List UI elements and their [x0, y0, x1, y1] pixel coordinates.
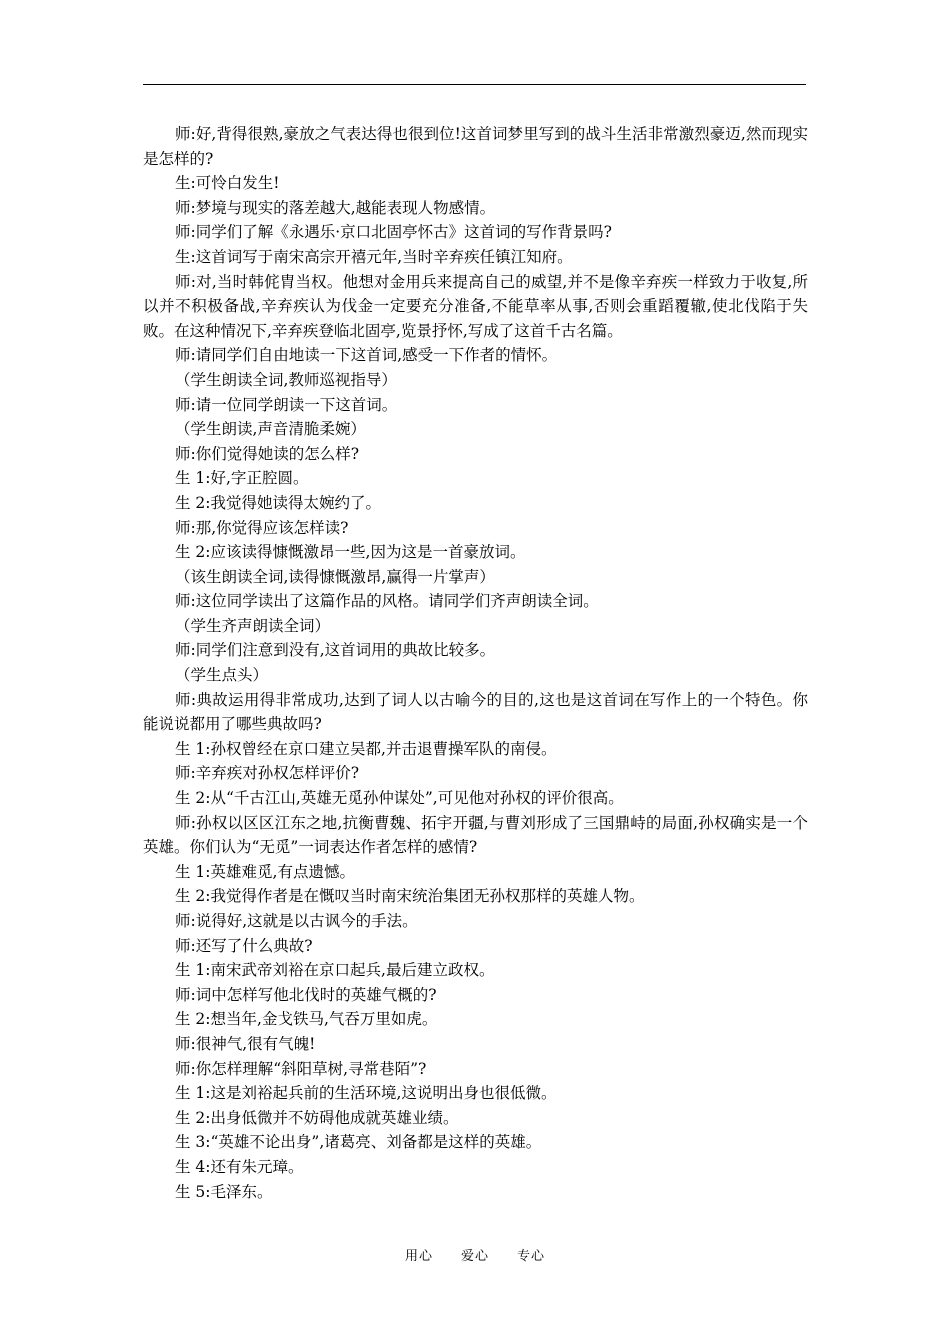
paragraph: 师:同学们了解《永遇乐·京口北固亭怀古》这首词的写作背景吗? — [175, 223, 612, 242]
page-footer: 用心 爱心 专心 — [404, 1249, 545, 1264]
stage-direction: （该生朗读全词,读得慷慨激昂,赢得一片掌声） — [175, 567, 495, 586]
paragraph: 师:很神气,很有气魄! — [175, 1034, 316, 1053]
paragraph: 师:你们觉得她读的怎么样? — [175, 444, 360, 463]
paragraph: 生 1:孙权曾经在京口建立吴都,并击退曹操军队的南侵。 — [175, 739, 557, 758]
paragraph: 生 5:毛泽东。 — [175, 1182, 273, 1201]
paragraph: 生 4:还有朱元璋。 — [175, 1157, 304, 1176]
paragraph: 生:这首词写于南宋高宗开禧元年,当时辛弃疾任镇江知府。 — [175, 247, 573, 266]
paragraph: 师:词中怎样写他北伐时的英雄气概的? — [175, 985, 437, 1004]
document-body — [143, 122, 808, 1204]
paragraph: 师:同学们注意到没有,这首词用的典故比较多。 — [175, 641, 496, 660]
paragraph: 师:孙权以区区江东之地,抗衡曹魏、拓宇开疆,与曹刘形成了三国鼎峙的局面,孙权确实是一个英雄。你们认为“无觅”一词表达作者怎样的感情? — [143, 813, 808, 857]
paragraph: 生 2:我觉得作者是在慨叹当时南宋统治集团无孙权那样的英雄人物。 — [175, 887, 645, 906]
paragraph: 师:你怎样理解“斜阳草树,寻常巷陌”? — [175, 1059, 427, 1078]
paragraph: 师:还写了什么典故? — [175, 936, 313, 955]
stage-direction: （学生点头） — [175, 666, 269, 685]
stage-direction: （学生朗读,声音清脆柔婉） — [175, 420, 366, 439]
paragraph: 生:可怜白发生! — [175, 174, 280, 193]
paragraph: 生 1:英雄难觅,有点遗憾。 — [175, 862, 355, 881]
stage-direction: （学生齐声朗读全词） — [175, 616, 331, 635]
paragraph: 生 2:从“千古江山,英雄无觅孙仲谋处”,可见他对孙权的评价很高。 — [175, 789, 624, 808]
paragraph: 师:说得好,这就是以古讽今的手法。 — [175, 912, 418, 930]
paragraph: 生 2:出身低微并不妨碍他成就英雄业绩。 — [175, 1108, 459, 1127]
paragraph: 师:这位同学读出了这篇作品的风格。请同学们齐声朗读全词。 — [175, 592, 599, 611]
paragraph: 师:好,背得很熟,豪放之气表达得也很到位!这首词梦里写到的战斗生活非常激烈豪迈,然而现实是怎样的? — [143, 125, 808, 168]
header-rule — [143, 84, 806, 85]
paragraph: 生 2:想当年,金戈铁马,气吞万里如虎。 — [175, 1010, 438, 1029]
paragraph: 生 2:我觉得她读得太婉约了。 — [175, 493, 382, 512]
paragraph: 生 1:这是刘裕起兵前的生活环境,这说明出身也很低微。 — [175, 1084, 557, 1103]
paragraph: 师:典故运用得非常成功,达到了词人以古喻今的目的,这也是这首词在写作上的一个特色。你能说说都用了哪些典故吗? — [143, 690, 808, 734]
paragraph: 师:请一位同学朗读一下这首词。 — [175, 395, 398, 414]
paragraph: 生 2:应该读得慷慨激昂一些,因为这是一首豪放词。 — [175, 543, 526, 562]
paragraph: 师:梦境与现实的落差越大,越能表现人物感情。 — [175, 198, 496, 217]
paragraph: 师:辛弃疾对孙权怎样评价? — [175, 764, 360, 783]
stage-direction: （学生朗读全词,教师巡视指导） — [175, 370, 397, 389]
paragraph: 师:那,你觉得应该怎样读? — [175, 518, 349, 537]
paragraph: 师:对,当时韩侂胄当权。他想对金用兵来提高自己的威望,并不是像辛弃疾一样致力于收复,所以并不积极备战,辛弃疾认为伐金一定要充分准备,不能草率从事,否则会重蹈覆辙,使北伐陷于失败。在这种情况下,辛弃疾登临北固亭,览景抒怀,写成了这首千古名篇。 — [143, 272, 808, 340]
paragraph: 生 1:好,字正腔圆。 — [175, 469, 309, 488]
paragraph: 师:请同学们自由地读一下这首词,感受一下作者的情怀。 — [175, 346, 558, 365]
paragraph: 生 3:“英雄不论出身”,诸葛亮、刘备都是这样的英雄。 — [175, 1133, 542, 1152]
paragraph: 生 1:南宋武帝刘裕在京口起兵,最后建立政权。 — [175, 961, 495, 980]
